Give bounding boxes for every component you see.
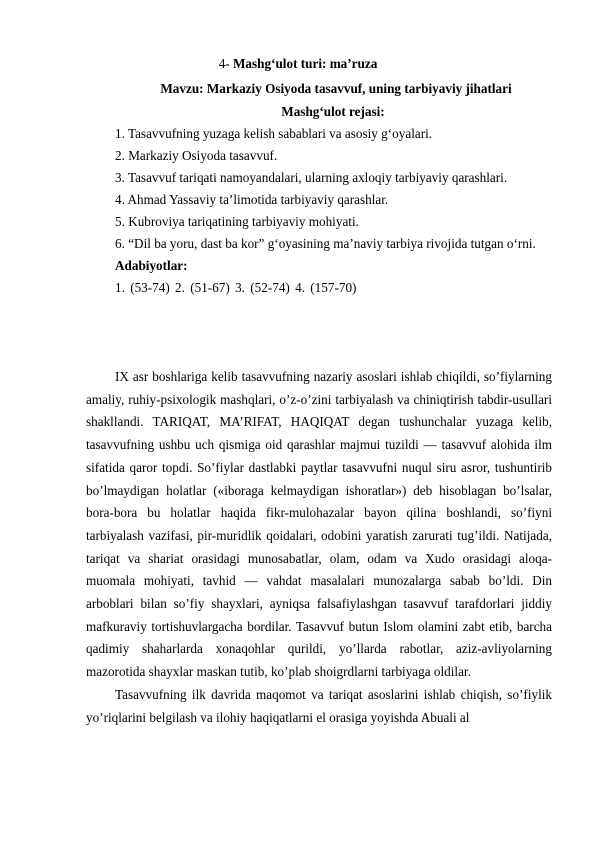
plan-title: Mashg‘ulot rejasi: [281, 104, 385, 119]
plan-item: 3. Tasavvuf tariqati namoyandalari, ularning axloqiy tarbiyaviy qarashlari. [115, 170, 508, 185]
practice-number: 4- [218, 56, 230, 71]
plan-item: 5. Kubroviya tariqatining tarbiyaviy mohiyati. [115, 214, 359, 229]
topic-heading: Mavzu: Markaziy Osiyoda tasavvuf, uning tarbiyaviy jihatlari [160, 81, 512, 96]
plan-item: 2. Markaziy Osiyoda tasavvuf. [115, 148, 278, 163]
plan-item: 1. Tasavvufning yuzaga kelish sabablari va asosiy g‘oyalari. [115, 126, 433, 141]
body-text [86, 366, 552, 729]
body-paragraph: IX asr boshlariga kelib tasavvufning nazariy asoslari ishlab chiqildi, so’fiylarning amaliy, ruhiy-psixologik mashqlari, o’z-o’zini tarbiyalash va chiniqtirish tabdir-usullari shakllandi. TARIQAT, MA’RIFAT, HAQIQAT degan tushunchalar yuzaga kelib, tasavvufning ushbu uch qismiga oid qarashlar majmui tuzildi — tasavvuf alohida ilm sifatida qaror topdi. So’fiylar dastlabki paytlar tasavvufni nuqul siru asror, tushuntirib bo’lmaydigan holatlar («iboraga kelmaydigan ishoratlar») deb hisoblagan bo’lsalar, bora-bora bu holatlar haqida fikr-mulohazalar bayon qilina boshlandi, so’fiyni tarbiyalash vazifasi, pir-muridlik qoidalari, odobini yaratish zarurati tug’ildi. Natijada, tariqat va shariat orasidagi munosabatlar, olam, odam va Xudo orasidagi aloqa-muomala mohiyati, tavhid — vahdat masalalari munozalarga sabab bo’ldi. Din arboblari bilan so’fiy shayxlari, ayniqsa falsafiylashgan tasavvuf tarafdorlari jiddiy mafkuraviy tortishuvlargacha bordilar. Tasavvuf butun Islom olamini zabt etib, barcha qadimiy shaharlarda xonaqohlar qurildi, yo’llarda rabotlar, aziz-avliyolarning mazorotida shayxlar maskan tutib, ko’plab shoigrdlarni tarbiyaga oldilar. [86, 369, 552, 680]
practice-type: Mashg‘ulot turi: ma’ruza [232, 56, 378, 71]
practice-type-heading [0, 53, 596, 75]
plan-list [86, 123, 552, 299]
literature-refs: 1. (53-74) 2. (51-67) 3. (52-74) 4. (157-70) [115, 280, 357, 295]
body-paragraph: Tasavvufning ilk davrida maqomot va tariqat asoslarini ishlab chiqish, so’fiylik yo’riqlarini belgilash va ilohiy haqiqatlarni el orasiga yoyishda Abuali al [86, 686, 552, 725]
plan-item: 6. “Dil ba yoru, dast ba kor” g‘oyasining ma’naviy tarbiya rivojida tutgan o‘rni. [115, 236, 536, 251]
plan-item: 4. Ahmad Yassaviy ta’limotida tarbiyaviy qarashlar. [115, 192, 389, 207]
literature-title: Adabiyotlar: [115, 258, 188, 273]
